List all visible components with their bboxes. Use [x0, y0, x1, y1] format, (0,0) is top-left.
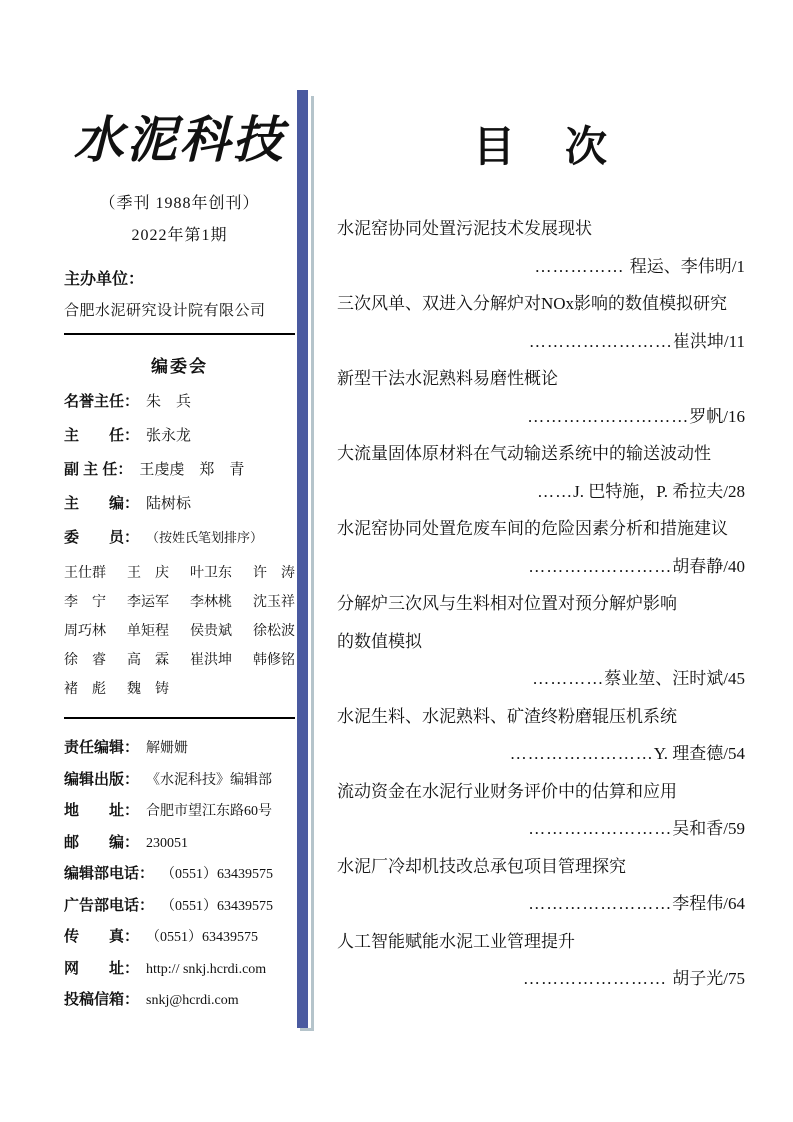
article-title: 水泥厂冷却机技改总承包项目管理探究: [337, 856, 626, 876]
organizer-name: 合肥水泥研究设计院有限公司: [64, 303, 266, 319]
publishing-row: [64, 859, 295, 891]
article-title: 新型干法水泥熟料易磨性概论: [337, 369, 558, 388]
publishing-label: 广告部电话：: [64, 896, 155, 914]
publishing-value: 合肥市望江东路60号: [146, 804, 273, 819]
organizer-label: 主办单位：: [64, 271, 145, 288]
publishing-row: [64, 796, 295, 828]
member-name: 魏 铸: [127, 682, 169, 697]
article-ref: [337, 473, 747, 511]
journal-title: 水泥科技: [73, 112, 286, 168]
role-value: 陆树标: [146, 496, 192, 512]
publishing-row: [64, 954, 295, 986]
article-ref: [337, 660, 747, 698]
publishing-value: （0551）63439575: [161, 898, 274, 914]
member-name: 沈玉祥: [253, 595, 295, 610]
publishing-value: 解姗姗: [146, 741, 189, 756]
publishing-label: 网 址：: [64, 959, 140, 977]
member-name: 王仕群: [64, 566, 106, 581]
toc-entry: [337, 773, 747, 848]
article-ref: [337, 323, 747, 361]
article-ref: [337, 248, 747, 286]
toc-entry: [337, 698, 747, 773]
member-name: 单矩程: [127, 624, 169, 639]
article-title: 三次风单、双进入分解炉对NOx影响的数值模拟研究: [337, 294, 728, 313]
member-name: 许 涛: [253, 566, 295, 581]
publishing-row: [64, 922, 295, 954]
member-name: 李运军: [127, 595, 169, 610]
publishing-row: [64, 733, 295, 765]
article-author-page: Y. 理查德/54: [653, 744, 745, 763]
member-name: 侯贵斌: [190, 624, 232, 639]
publishing-row: [64, 891, 295, 923]
role-label: 名誉主任：: [64, 393, 140, 410]
committee-role-row: [64, 419, 295, 453]
horizontal-rule: [64, 333, 295, 335]
toc-entry: [337, 435, 747, 510]
article-author-page: 罗帆/16: [689, 406, 745, 426]
committee-role-row: [64, 487, 295, 521]
committee-members-grid: [64, 559, 295, 704]
member-name: 王 庆: [127, 566, 169, 581]
member-name: 周巧林: [64, 624, 106, 639]
dot-leader: ……………………: [528, 894, 673, 913]
toc-entry: [337, 360, 747, 435]
article-ref: [337, 810, 747, 848]
publishing-label: 责任编辑：: [64, 739, 140, 756]
publishing-row: [64, 985, 295, 1017]
article-title: 大流量固体原材料在气动输送系统中的输送波动性: [337, 444, 711, 463]
article-ref: [337, 398, 747, 436]
toc-entry: [337, 923, 747, 998]
toc-entry: [337, 848, 747, 923]
member-name: 崔洪坤: [190, 653, 232, 668]
member-name: 高 霖: [127, 653, 169, 668]
toc-entry: [337, 285, 747, 360]
publishing-label: 投稿信箱：: [64, 991, 140, 1008]
member-name: [253, 675, 295, 704]
article-title: 水泥窑协同处置危废车间的危险因素分析和措施建议: [337, 519, 728, 538]
divider-shadow: [300, 1028, 314, 1031]
role-label: 主 任：: [64, 427, 140, 444]
article-title: 人工智能赋能水泥工业管理提升: [337, 931, 575, 951]
publishing-row: [64, 765, 295, 797]
role-value: 张永龙: [146, 428, 192, 444]
member-name: [190, 675, 232, 704]
role-label: 副 主 任：: [64, 461, 133, 478]
toc-heading: 目 次: [472, 125, 611, 171]
publishing-label: 邮 编：: [64, 833, 140, 851]
journal-subtitle: （季刊 1988年创刊）: [99, 195, 260, 212]
member-name: 叶卫东: [190, 566, 232, 581]
dot-leader: ……………………: [528, 819, 673, 838]
member-name: 韩修铭: [253, 653, 295, 668]
article-title: 水泥生料、水泥熟料、矿渣终粉磨辊压机系统: [337, 706, 677, 726]
divider-shadow: [311, 96, 314, 1031]
publishing-label: 传 真：: [64, 928, 140, 945]
member-name: 徐 睿: [64, 653, 106, 668]
publishing-label: 编辑部电话：: [64, 865, 155, 882]
article-author-page: 崔洪坤/11: [672, 331, 745, 351]
article-ref: [337, 735, 747, 773]
publishing-value: （0551）63439575: [161, 867, 274, 882]
committee-roles: [64, 385, 295, 555]
committee-role-row: [64, 453, 295, 487]
dot-leader: …………: [532, 669, 605, 688]
article-author-page: 李程伟/64: [672, 894, 745, 913]
toc-entry: [337, 210, 747, 285]
member-name: 褚 彪: [64, 682, 106, 697]
vertical-divider-bar: [297, 90, 308, 1028]
member-name: 李林桃: [190, 595, 232, 610]
article-author-page: 蔡业堃、汪时斌/45: [604, 669, 745, 688]
dot-leader: ……………………: [523, 969, 673, 988]
publishing-row: [64, 828, 295, 860]
article-author-page: J. 巴特施，P. 希拉夫/28: [573, 481, 745, 501]
journal-issue: 2022年第1期: [131, 227, 228, 244]
publishing-value: （0551）63439575: [146, 930, 259, 945]
committee-heading: 编委会: [151, 357, 208, 376]
article-ref: [337, 885, 747, 923]
submission-email: snkj@hcrdi.com: [146, 993, 239, 1008]
committee-role-row: [64, 521, 295, 555]
role-value: （按姓氏笔划排序）: [146, 530, 264, 545]
role-label: 委 员：: [64, 529, 140, 546]
role-label: 主 编：: [64, 495, 140, 512]
member-name: 李 宁: [64, 595, 106, 610]
article-ref: [337, 960, 747, 998]
toc-entry: [337, 585, 747, 698]
horizontal-rule: [64, 717, 295, 719]
article-title-line2: 的数值模拟: [337, 631, 422, 651]
committee-role-row: [64, 385, 295, 419]
article-author-page: 程运、李伟明/1: [629, 256, 745, 276]
article-author-page: 胡子光/75: [672, 969, 745, 988]
website-url: http:// snkj.hcrdi.com: [146, 961, 267, 977]
dot-leader: ……………………: [528, 331, 673, 351]
dot-leader: ……: [537, 481, 574, 501]
article-ref: [337, 548, 747, 586]
article-title: 流动资金在水泥行业财务评价中的估算和应用: [337, 781, 677, 801]
dot-leader: ……………………: [528, 556, 673, 576]
publishing-info: [64, 733, 295, 1017]
dot-leader: ……………: [534, 256, 630, 276]
dot-leader: ……………………: [509, 744, 654, 763]
article-title: 分解炉三次风与生料相对位置对预分解炉影响: [337, 594, 677, 613]
article-author-page: 吴和香/59: [672, 819, 745, 838]
masthead-column: [64, 104, 295, 1017]
role-value: 朱 兵: [146, 394, 192, 410]
publishing-value: 230051: [146, 835, 189, 851]
toc-entry: [337, 510, 747, 585]
article-title: 水泥窑协同处置污泥技术发展现状: [337, 219, 592, 238]
toc-column: [337, 120, 747, 998]
role-value: 王虔虔 郑 青: [139, 462, 245, 478]
publishing-label: 编辑出版：: [64, 770, 140, 788]
article-author-page: 胡春静/40: [672, 556, 745, 576]
dot-leader: ………………………: [527, 406, 690, 426]
publishing-label: 地 址：: [64, 802, 140, 819]
member-name: 徐松波: [253, 624, 295, 639]
publishing-value: 《水泥科技》编辑部: [146, 772, 273, 788]
